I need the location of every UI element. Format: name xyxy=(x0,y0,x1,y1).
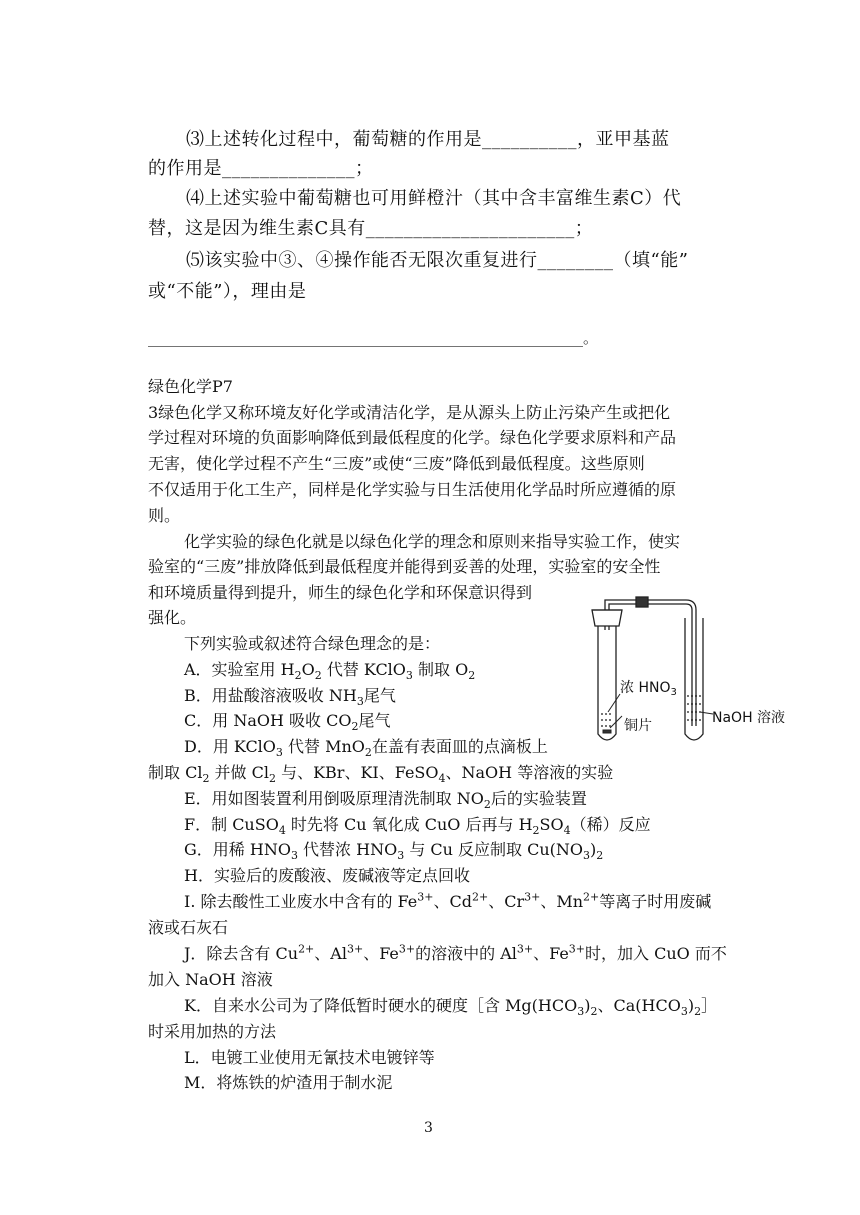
option-h: H．实验后的废酸液、废碱液等定点回收 xyxy=(184,866,470,885)
intro-line-4: 不仅适用于化工生产，同样是化学实验与日生活使用化学品时所应遵循的原 xyxy=(148,480,677,499)
option-d-line-1: D．用 KClO$_3$ 代替 MnO$_2$在盖有表面皿的点滴板上 xyxy=(184,737,548,760)
option-i-line-2: 液或石灰石 xyxy=(148,918,229,937)
label-copper: 铜片 xyxy=(624,718,652,734)
connecting-tube xyxy=(605,597,696,726)
para2-line-1: 化学实验的绿色化就是以绿色化学的理念和原则来指导实验工作，使实 xyxy=(184,532,681,551)
q5-line-2: 或“不能”），理由是 xyxy=(148,281,307,302)
option-j-line-2: 加入 NaOH 溶液 xyxy=(148,970,273,989)
intro-line-3: 无害，使化学过程不产生“三废”或使“三废”降低到最低程度。这些原则 xyxy=(148,454,645,473)
intro-line-1: 3绿色化学又称环境友好化学或清洁化学，是从源头上防止污染产生或把化 xyxy=(148,403,671,422)
q3-line-1: ⑶上述转化过程中，葡萄糖的作用是__________，亚甲基蓝 xyxy=(186,129,670,150)
option-j-line-1: J．除去含有 $Cu^{2+}$、$Al^{3+}$、$Fe^{3+}$的溶液中的 $Al^{3+}$、$Fe^{3+}$时，加入 CuO 而不 xyxy=(184,942,727,963)
option-g: G．用稀 $HNO_3$ 代替浓 $HNO_3$ 与 Cu 反应制取 $Cu(NO_3)_2$ xyxy=(184,840,604,863)
option-f: F．制 CuSO$_4$ 时先将 Cu 氧化成 CuO 后再与 $H_2SO_4$（稀）反应 xyxy=(184,815,651,838)
q3-line-2: 的作用是______________； xyxy=(148,158,374,179)
option-b: B．用盐酸溶液吸收 $NH_3$尾气 xyxy=(184,686,396,709)
option-c: C．用 NaOH 吸收 $CO_2$尾气 xyxy=(184,711,391,734)
apparatus-figure xyxy=(586,596,796,746)
q4-line-2: 替，这是因为维生素C具有______________________； xyxy=(148,218,594,239)
option-k-line-2: 时采用加热的方法 xyxy=(148,1022,277,1041)
test-tube-right xyxy=(685,618,703,740)
option-e: E．用如图装置利用倒吸原理清洗制取 $NO_2$后的实验装置 xyxy=(184,789,587,812)
label-naoh: NaOH 溶液 xyxy=(712,710,786,726)
option-i-line-1: I. 除去酸性工业废水中含有的 $Fe^{3+}$、$Cd^{2+}$、$Cr^{3+}$、$Mn^{2+}$等离子时用废碱 xyxy=(184,890,712,911)
copper-piece xyxy=(603,730,611,733)
page-number: 3 xyxy=(424,1120,433,1136)
para2-line-2: 验室的“三废”排放降低到最低程度并能得到妥善的处理，实验室的安全性 xyxy=(148,557,661,576)
label-acid: 浓 $HNO_3$ xyxy=(620,680,677,698)
option-d-line-2: 制取 $Cl_2$ 并做 $Cl_2$ 与、KBr、KI、FeSO$_4$、NaOH 等溶液的实验 xyxy=(148,763,614,786)
intro-line-5: 则。 xyxy=(148,506,181,525)
option-k-line-1: K．自来水公司为了降低暂时硬水的硬度［含 $Mg(HCO_3)_2$、$Ca(HCO_3)_2]$ xyxy=(184,996,718,1019)
para2-line-3: 和环境质量得到提升，师生的绿色化学和环保意识得到 xyxy=(148,583,533,602)
intro-line-2: 学过程对环境的负面影响降低到最低程度的化学。绿色化学要求原料和产品 xyxy=(148,428,677,447)
answer-line: __________________________________________________________。 xyxy=(148,329,599,347)
q5-line-1: ⑸该实验中③、④操作能否无限次重复进行________（填“能” xyxy=(186,250,689,271)
section-title: 绿色化学P7 xyxy=(148,377,233,396)
option-l: L．电镀工业使用无氰技术电镀锌等 xyxy=(184,1048,435,1067)
question-stem: 下列实验或叙述符合绿色理念的是： xyxy=(184,634,441,653)
option-m: M．将炼铁的炉渣用于制水泥 xyxy=(184,1073,393,1092)
option-a: A．实验室用 $H_2O_2$ 代替 KClO$_3$ 制取 $O_2$ xyxy=(184,660,476,683)
q4-line-1: ⑷上述实验中葡萄糖也可用鲜橙汁（其中含丰富维生素C）代 xyxy=(186,188,682,209)
para2-line-4: 强化。 xyxy=(148,608,197,627)
